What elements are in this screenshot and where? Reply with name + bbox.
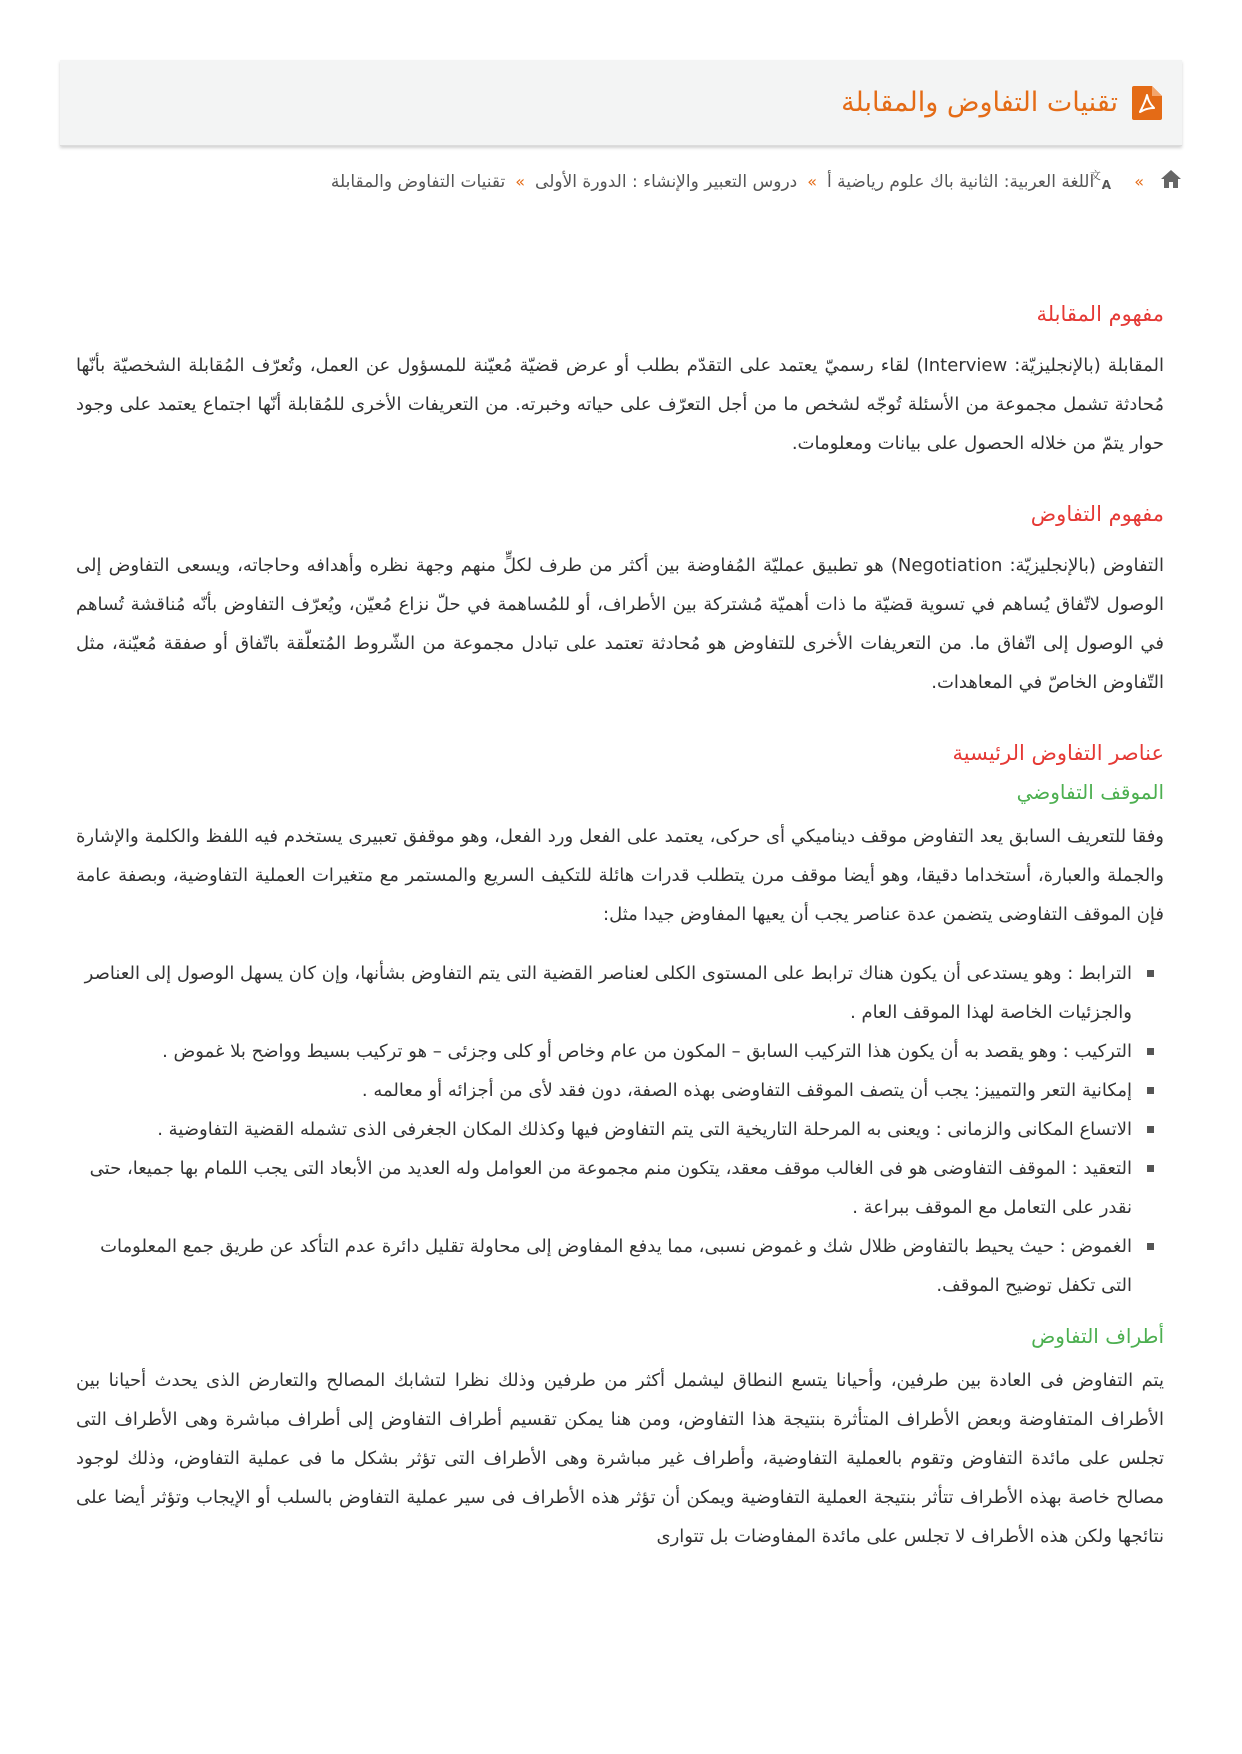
- section-title-interview: مفهوم المقابلة: [1036, 302, 1164, 326]
- translate-icon: [1090, 168, 1124, 195]
- breadcrumb: [180, 168, 1182, 195]
- section-body-interview: المقابلة (بالإنجليزيّة: Interview) لقاء رسميّ يعتمد على التقدّم بطلب أو عرض قضيّة مُعيّنة للمسؤول عن العمل، وتُعرّف المُقابلة الشخصيّة بأنّها مُحادثة تشمل مجموعة من الأسئلة تُوجّه لشخص ما من أجل التعرّف على حياته وخبرته. من التعريفات الأخرى للمُقابلة أنّها اجتماع يعتمد على وجود حوار يتمّ من خلاله الحصول على بيانات ومعلومات.: [76, 355, 1164, 454]
- title-bar: [60, 60, 1182, 146]
- list-item: الترابط : وهو يستدعى أن يكون هناك ترابط على المستوى الكلى لعناصر القضية التى يتم التفاوض بشأنها، وإن كان يسهل الوصول إلى العناصر والجزئيات الخاصة لهذا الموقف العام .: [76, 954, 1132, 1032]
- subsection-body-parties: يتم التفاوض فى العادة بين طرفين، وأحيانا يتسع النطاق ليشمل أكثر من طرفين وذلك نظرا لتشابك المصالح والتعارض الذى يحدث أحيانا بين الأطراف المتفاوضة وبعض الأطراف المتأثرة بنتيجة هذا التفاوض، ومن هنا يمكن تقسيم أطراف التفاوض إلى أطراف مباشرة وهى الأطراف التى تجلس على مائدة التفاوض وتقوم بالعملية التفاوضية، وأطراف غير مباشرة وهى الأطراف التى تؤثر بشكل ما فى عملية التفاوض، وذلك لوجود مصالح خاصة بهذه الأطراف تتأثر بنتيجة العملية التفاوضية ويمكن أن تؤثر هذه الأطراف فى سير عملية التفاوض بالسلب أو الإيجاب وتؤثر أيضا على نتائجها ولكن هذه الأطراف لا تجلس على مائدة المفاوضات بل تتوارى: [76, 1370, 1164, 1547]
- position-elements-list: [76, 954, 1164, 1305]
- section-body-negotiation: التفاوض (بالإنجليزيّة: Negotiation) هو تطبيق عمليّة المُفاوضة بين أكثر من طرف لكلٍّ منهم وجهة نظره وأهدافه وحاجاته، ويسعى التفاوض إلى الوصول لاتّفاق يُساهم في تسوية قضيّة ما ذات أهميّة مُشتركة بين الأطراف، أو للمُساهمة في حلّ نزاع مُعيّن، ويُعرّف التفاوض بأنّه مُناقشة تُساهم في الوصول إلى اتّفاق ما. من التعريفات الأخرى للتفاوض هو مُحادثة تعتمد على تبادل مجموعة من الشّروط المُتعلّقة باتّفاق أو صفقة مُعيّنة، مثل التّفاوض الخاصّ في المعاهدات.: [76, 555, 1164, 693]
- list-item: التركيب : وهو يقصد به أن يكون هذا التركيب السابق – المكون من عام وخاص أو كلى وجزئى – هو تركيب بسيط وواضح بلا غموض .: [76, 1032, 1132, 1071]
- section-title-elements: عناصر التفاوض الرئيسية: [952, 741, 1164, 765]
- breadcrumb-separator: »: [1134, 172, 1144, 191]
- breadcrumb-item-current: تقنيات التفاوض والمقابلة: [330, 171, 506, 192]
- article: [76, 294, 1164, 1556]
- page-title: تقنيات التفاوض والمقابلة: [841, 87, 1118, 118]
- subsection-title-position: الموقف التفاوضي: [1016, 780, 1164, 804]
- list-item: الغموض : حيث يحيط بالتفاوض ظلال شك و غموض نسبى، مما يدفع المفاوض إلى محاولة تقليل دائرة عدم التأكد عن طريق جمع المعلومات التى تكفل توضيح الموقف.: [76, 1227, 1132, 1305]
- breadcrumb-separator: »: [807, 172, 818, 191]
- home-icon[interactable]: [1160, 169, 1182, 194]
- pdf-icon[interactable]: [1132, 86, 1162, 120]
- svg-text:文: 文: [1090, 169, 1102, 182]
- svg-text:A: A: [1101, 178, 1112, 192]
- breadcrumb-item-lessons[interactable]: دروس التعبير والإنشاء : الدورة الأولى: [535, 171, 798, 192]
- section-title-negotiation: مفهوم التفاوض: [1030, 502, 1164, 526]
- breadcrumb-item-arabic[interactable]: اللغة العربية: الثانية باك علوم رياضية أ: [827, 171, 1095, 192]
- subsection-title-parties: أطراف التفاوض: [1031, 1324, 1164, 1348]
- list-item: الاتساع المكانى والزمانى : ويعنى به المرحلة التاريخية التى يتم التفاوض فيها وكذلك المكان الجغرفى الذى تشمله القضية التفاوضية .: [76, 1110, 1132, 1149]
- list-item: إمكانية التعر والتمييز: يجب أن يتصف الموقف التفاوضى بهذه الصفة، دون فقد لأى من أجزائه أو معالمه .: [76, 1071, 1132, 1110]
- subsection-body-position: وفقا للتعريف السابق يعد التفاوض موقف ديناميكي أى حركى، يعتمد على الفعل ورد الفعل، وهو موقفق تعبيرى يستخدم فيه اللفظ والكلمة والإشارة والجملة والعبارة، أستخداما دقيقا، وهو أيضا موقف مرن يتطلب قدرات هائلة للتكيف السريع والمستمر مع متغيرات العملية التفاوضية، وبصفة عامة فإن الموقف التفاوضى يتضمن عدة عناصر يجب أن يعيها المفاوض جيدا مثل:: [76, 826, 1164, 925]
- breadcrumb-separator: »: [515, 172, 526, 191]
- list-item: التعقيد : الموقف التفاوضى هو فى الغالب موقف معقد، يتكون منم مجموعة من العوامل وله العديد من الأبعاد التى يجب اللمام بها جميعا، حتى نقدر على التعامل مع الموقف ببراعة .: [76, 1149, 1132, 1227]
